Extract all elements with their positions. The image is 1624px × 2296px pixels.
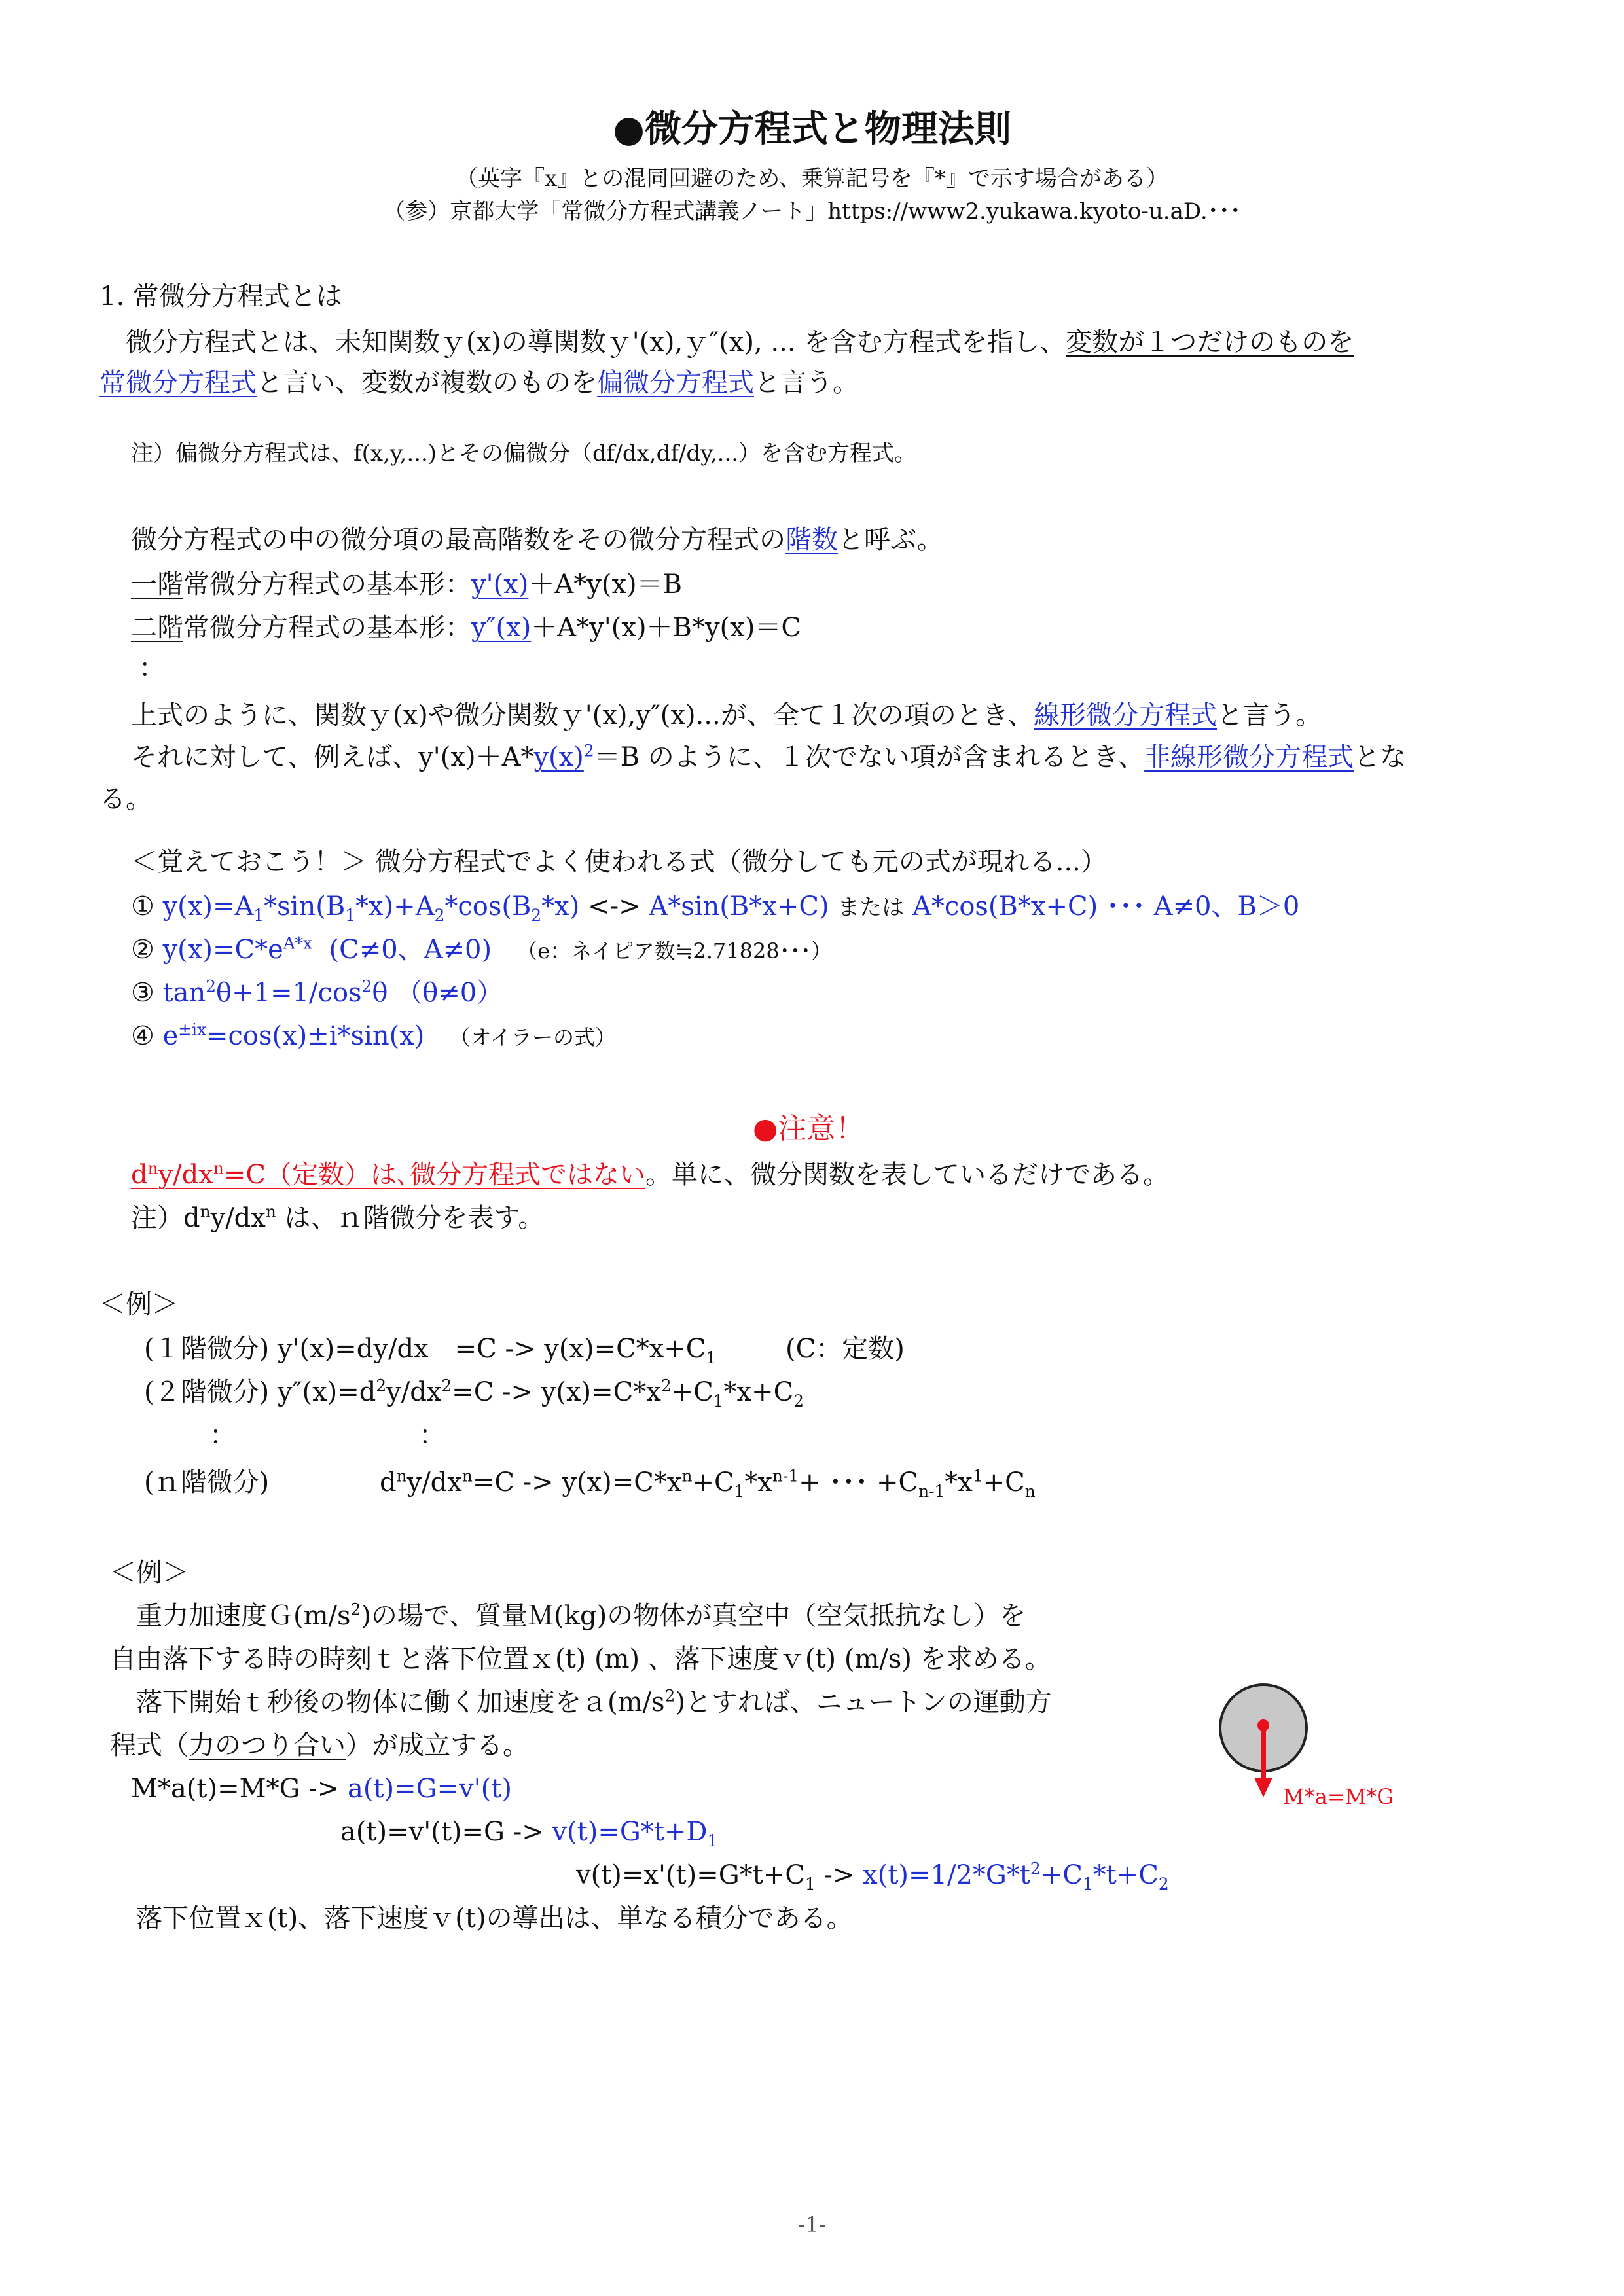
- text: 常微分方程式の基本形：: [183, 569, 471, 600]
- formula-term: y'(x): [471, 569, 529, 600]
- paragraph: 程式（力のつり合い）が成立する。: [110, 1731, 529, 1761]
- item-number: ②: [131, 935, 154, 965]
- item-number: ④: [131, 1021, 154, 1051]
- caution-line: [131, 1158, 1169, 1191]
- superscript: 2: [583, 741, 594, 761]
- paragraph: 落下開始ｔ秒後の物体に働く加速度を$a(m/s^2)$とすれば、ニュートンの運動方: [110, 1686, 1052, 1717]
- section-heading: 1. 常微分方程式とは: [99, 281, 342, 312]
- formula-term: y″(x): [471, 613, 532, 643]
- term-link: 線形微分方程式: [1034, 700, 1218, 730]
- text: 上式のように、関数ｙ(x)や微分関数ｙ'(x),y″(x)...が、全て１次の項のとき、: [131, 700, 1034, 730]
- text: または: [837, 895, 905, 921]
- result: $v(t)=G*t+D_1$: [552, 1817, 718, 1850]
- formula-line: [131, 933, 832, 967]
- remember-heading: ＜覚えておこう！＞ 微分方程式でよく使われる式（微分しても元の式が現れる...）: [131, 847, 1107, 877]
- formula: $e^{\pm ix}=\cos(x)\pm i*\sin(x)$: [162, 1020, 425, 1051]
- text: と言い、変数が複数のものを: [257, 368, 597, 398]
- note: （e：ネイピア数≒2.71828･･･）: [516, 939, 832, 963]
- text: 微分方程式の中の微分項の最高階数をその微分方程式の: [131, 525, 785, 555]
- formula-line: [131, 1020, 616, 1054]
- caution-heading: ●注意！: [753, 1112, 865, 1145]
- term-link: 常微分方程式: [99, 368, 257, 398]
- text: と言う。: [754, 368, 859, 398]
- formula: $y(x)=A_1*\sin(B_1*x)+A_2*\cos(B_2*x)$: [162, 891, 580, 925]
- result: $x(t)=1/2*G*t^2+C_1*t+C_2$: [863, 1859, 1169, 1893]
- ellipsis: ：: [419, 1420, 445, 1450]
- formula: $y(x)=C*e^{A*x}$ (C≠0、A≠0): [162, 933, 492, 965]
- ellipsis: ：: [209, 1420, 236, 1450]
- paragraph: る。: [99, 784, 152, 814]
- text: ＋A*y(x)＝B: [528, 569, 683, 600]
- reference-line: （参）京都大学「常微分方程式講義ノート」https://www2.yukawa.kyoto-u.aD.･･･: [383, 198, 1241, 224]
- text: ＝B のように、１次でない項が含まれるとき、: [594, 742, 1145, 772]
- condition: ･･･ A≠0、B＞0: [1106, 891, 1300, 922]
- text: それに対して、例えば、y'(x)＋A*: [131, 742, 534, 772]
- equation-line: $a(t)=v'(t)=G -> v(t)=G*t+D_1$: [340, 1817, 718, 1850]
- term-link: 階数: [785, 525, 838, 555]
- text: とな: [1354, 742, 1407, 772]
- text: 常微分方程式の基本形：: [183, 613, 471, 643]
- underlined-text: 一階: [131, 569, 183, 600]
- item-number: ①: [131, 891, 154, 922]
- example-row-label: (ｎ階微分): [144, 1467, 270, 1498]
- equation-line: M*a(t)=M*G -> a(t)=G=v'(t): [131, 1774, 512, 1804]
- formula-line: [131, 568, 682, 601]
- underlined-text: 力のつり合い: [189, 1731, 346, 1761]
- term-link: 偏微分方程式: [597, 368, 754, 398]
- force-arrow-head: [1254, 1778, 1272, 1797]
- note: 注）偏微分方程式は、f(x,y,...)とその偏微分（df/dx,df/dy,...）を含む方程式。: [131, 440, 917, 467]
- arrow: <->: [588, 891, 641, 922]
- formula-line: [131, 977, 503, 1009]
- underlined-text: 変数が１つだけのものを: [1066, 327, 1354, 357]
- caution-formula: $d^ny/dx^n=C$（定数）は､微分方程式ではない: [131, 1158, 645, 1190]
- formula: $\tan^2\theta+1=1/\cos^2\theta$ （θ≠0）: [162, 977, 503, 1008]
- paragraph: [99, 326, 1354, 359]
- ellipsis: ：: [139, 653, 165, 683]
- result: a(t)=G=v'(t): [347, 1774, 512, 1804]
- paragraph: [131, 699, 1322, 732]
- term-link: 非線形微分方程式: [1144, 742, 1354, 772]
- paragraph: 落下位置ｘ(t)、落下速度ｖ(t)の導出は、単なる積分である。: [110, 1903, 853, 1933]
- formula-term: y(x): [533, 742, 584, 772]
- example-row: $d^ny/dx^n=C -> y(x)=C*x^n+C_1*x^{n-1}+$ ･･･ $+C_{n-1}*x^1+C_n$: [380, 1466, 1036, 1501]
- example-note: (C：定数): [785, 1334, 905, 1364]
- underlined-text: 二階: [131, 613, 183, 643]
- text: ＋A*y'(x)＋B*y(x)＝C: [531, 613, 801, 643]
- paragraph: 自由落下する時の時刻ｔと落下位置ｘ(t) (m) 、落下速度ｖ(t) (m/s) を求める。: [110, 1644, 1051, 1674]
- formula: A*cos(B*x+C): [912, 891, 1098, 922]
- caution-note: 注）$d^ny/dx^n$ は、ｎ階微分を表す。: [131, 1202, 545, 1233]
- item-number: ③: [131, 978, 154, 1008]
- equation-line: $v(t)=x'(t)=G*t+C_1 -> x(t)=1/2*G*t^2+C_1*t+C_2$: [576, 1859, 1169, 1893]
- page-title: ●微分方程式と物理法則: [613, 107, 1011, 151]
- formula-line: [131, 611, 801, 644]
- formula-line: [131, 890, 1299, 924]
- paragraph: [131, 524, 943, 556]
- text: 微分方程式とは、未知関数ｙ(x)の導関数ｙ'(x),ｙ″(x), ... を含む方程式を指し、: [99, 327, 1066, 357]
- figure-label: M*a=M*G: [1283, 1784, 1394, 1809]
- subtitle-note: （英字『x』との混同回避のため、乗算記号を『*』で示す場合がある）: [456, 166, 1168, 192]
- page-number: -1-: [798, 2212, 826, 2237]
- paragraph: [99, 367, 859, 399]
- note: （オイラーの式）: [449, 1025, 616, 1050]
- paragraph: 重力加速度$G(m/s^2)$の場で、質量Ｍ(kg)の物体が真空中（空気抵抗なし）を: [110, 1600, 1026, 1631]
- formula: A*sin(B*x+C): [649, 891, 829, 922]
- example-row: (１階微分) y'(x)=dy/dx $=C -> y(x)=C*x+C_1$: [144, 1334, 717, 1367]
- example-heading: ＜例＞: [99, 1289, 178, 1319]
- text: と言う。: [1217, 700, 1322, 730]
- text: 。単に、微分関数を表しているだけである。: [645, 1160, 1169, 1190]
- text: と呼ぶ。: [838, 525, 943, 555]
- example-row: (２階微分) $y''(x)=d^2y/dx^2=C -> y(x)=C*x^2+C_1*x+C_2$: [144, 1376, 804, 1410]
- example-heading: ＜例＞: [110, 1558, 189, 1588]
- paragraph: [131, 741, 1406, 774]
